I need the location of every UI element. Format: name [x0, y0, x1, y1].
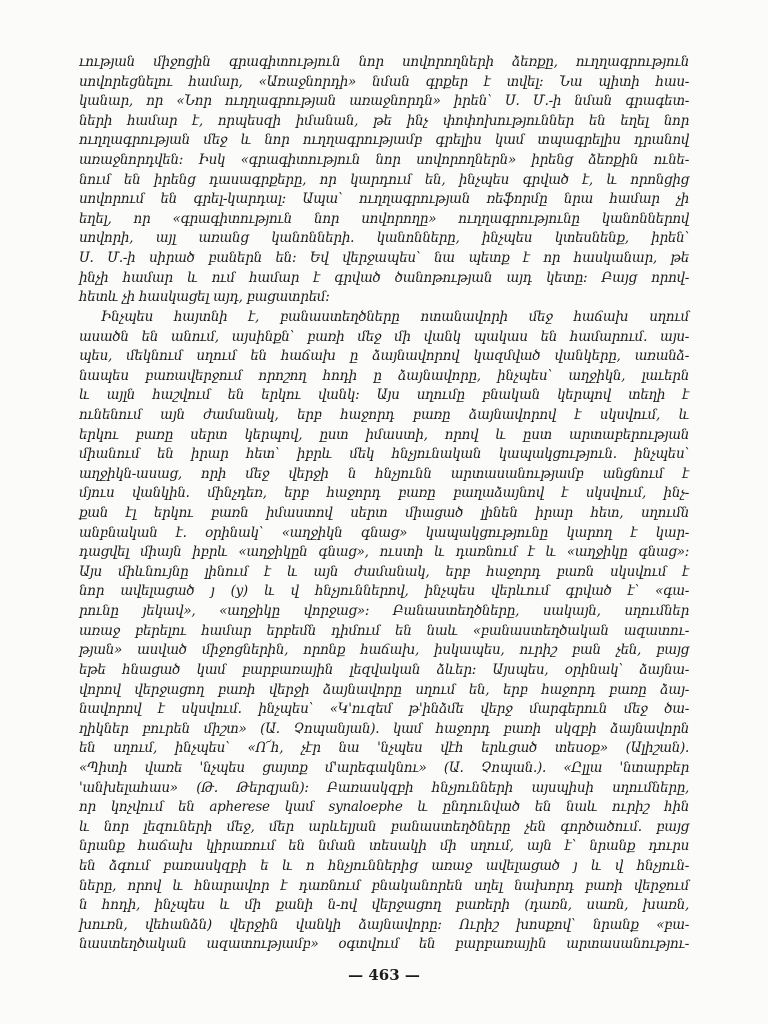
text-line: վորով վերջացող բառի վերջի ձայնավորը սղում են, երբ հաջորդ բառը ձայ- [79, 681, 689, 698]
text-line: նաստեղծական ազատությամբ» օգտվում են բարբառային արտասանությու- [79, 936, 689, 953]
text-line: ինչի համար և ում համար է գրված ծանոթության այդ կետը: Բայց որով- [79, 269, 689, 286]
text-line: աղջիկն-ասաց, որի մեջ վերջի ն հնչյունն արտասանությամբ անցնում է [79, 465, 689, 482]
text-line: դացվել միայն իբրև «աղջիկըն գնաց», ուստի և դառնում է և «աղջիկը գնաց»: [79, 544, 689, 561]
text-line: նոր ավելացած յ (y) և վ հնչյուններով, ինչպես վերևում գրված է՝ «գա- [79, 583, 689, 600]
paragraph [79, 53, 689, 308]
page-number: — 463 — [348, 966, 420, 984]
text-line: թյան» ասված միջոցներին, որոնք հաճախ, իսկապես, ուրիշ բան չեն, բայց [79, 642, 689, 659]
text-line: ղիկներ բուրեն միշտ» (Ա. Չոպանյան). կամ հաջորդ բառի սկզբի ձայնավորն [79, 720, 689, 737]
text-line: նապես բառավերջում որոշող հոդի ը ձայնավորը, ինչպես՝ աղջիկն, լաւերն [79, 367, 689, 384]
text-line: 'անխելահաս» (Թ. Թերզյան): Բառասկզբի հնչյունների այսպիսի սղումները, [79, 779, 689, 796]
text-line: են սղում, ինչպես՝ «Ո՜հ, չէր նա 'նչպես վէհ երևցած տեսօք» (Ալիշան). [79, 740, 689, 757]
text-line: և նոր լեզուների մեջ, մեր արևելյան բանաստեղծները չեն գործածում. բայց [79, 818, 689, 835]
text-line: կանար, որ «Նոր ուղղագրության առաջնորդն» իրեն՝ Ս. Մ.-ի նման գրագետ- [79, 93, 689, 110]
text-line: ունենում այն ժամանակ, երբ հաջորդ բառը ձայնավորով է սկսվում, և [79, 406, 689, 423]
text-line: անբնական է. օրինակ՝ «աղջիկն գնաց» կապակցությունը կարող է կար- [79, 524, 689, 541]
text-line: Այս միևնույնը լինում է և այն ժամանակ, երբ հաջորդ բառն սկսվում է [79, 563, 689, 580]
text-line: խուռն, վեհանձն) վերջին վանկի ձայնավորը: Ուրիշ խոսքով՝ նրանք «բա- [79, 916, 689, 933]
text-line: պես, մեկնում սղում են հաճախ ը ձայնավորով կազմված վանկերը, առանձ- [79, 348, 689, 365]
text-line: սովորի, այլ առանց կանոնների. կանոնները, ինչպես կտեսնենք, իրեն՝ [79, 230, 689, 247]
text-line: սովորեցնելու համար, «Առաջնորդի» նման գրքեր է տվել: Նա պիտի հաս- [79, 73, 689, 90]
text-line: ների համար է, որպեսզի իմանան, թե ինչ փոփոխություններ են եղել նոր [79, 112, 689, 129]
text-line: նում են իրենց դասագրքերը, որ կարդում են, ինչպես գրված է, և որոնցից [79, 171, 689, 188]
text-line: «Պիտի վառե 'նչպես ցայտք մ'արեգակնու» (Ա. Չոպան.). «Ըլլա 'նտարբեր [79, 759, 689, 776]
text-line: են ձգում բառասկզբի ե և ո հնչյուններից առաջ ավելացած յ և վ հնչյուն- [79, 857, 689, 874]
text-line: Ինչպես հայտնի է, բանաստեղծները ոտանավորի մեջ հաճախ սղում [101, 308, 689, 325]
text-line: հետև չի հասկացել այդ, բացատրեմ: [79, 289, 330, 306]
text-line: Ս. Մ.-ի սիրած բաներն են: Եվ վերջապես՝ նա պետք է որ հասկանար, թե [79, 250, 689, 267]
text-line: ն հոդի, ինչպես և մի քանի ն-ով վերջացող բառերի (դառն, սառն, խառն, [79, 897, 689, 914]
text-line: ասածն են անում, այսինքն՝ բառի մեջ մի վանկ պակաս են համարում. այս- [79, 328, 689, 345]
text-line: եղել, որ «գրագիտություն նոր սովորողը» ուղղագրությունը կանոններով [79, 210, 689, 227]
text-line: որ կոչվում են apherese կամ synaloephe և ընդունված են նաև ուրիշ հին [79, 799, 689, 816]
text-line: ները, որով և հնարավոր է դառնում բնականորեն սղել նախորդ բառի վերջում [79, 877, 689, 894]
text-line: մյուս վանկին. մինչդեռ, երբ հաջորդ բառը բաղաձայնով է սկսվում, ինչ- [79, 485, 689, 502]
text-line: և այլն հաշվում են երկու վանկ: Այս սղումը բնական կերպով տեղի է [79, 387, 689, 404]
text-line: երկու բառը սերտ կերպով, ըստ իմաստի, որով և ըստ արտաբերության [79, 426, 689, 443]
text-line: նավորով է սկսվում. ինչպես՝ «Կ'ուզեմ թ'ինձմե վերջ մարգերուն մեջ ծա- [79, 701, 689, 718]
text-body [79, 53, 689, 955]
text-line: ւության միջոցին գրագիտություն նոր սովորողների ձեռքը, ուղղագրություն [79, 54, 689, 70]
text-line: միանում են իրար հետ՝ իբրև մեկ հնչյունական կապակցություն. ինչպես՝ [79, 446, 689, 463]
text-line: եթե հնացած կամ բարբառային լեզվական ձևեր: Այսպես, օրինակ՝ ձայնա- [79, 661, 689, 678]
text-line: քան էլ երկու բառն իմաստով սերտ միացած լինեն իրար հետ, սղումն [79, 505, 689, 522]
text-line: ուղղագրության մեջ և նոր ուղղագրությամբ գրելիս կամ տպագրելիս դրանով [79, 132, 689, 149]
text-line: րունը յեկավ», «աղջիկը վորջաց»: Բանաստեղծները, սակայն, սղումներ [79, 603, 689, 620]
text-line: առաջնորդվեն: Իսկ «գրագիտություն նոր սովորողներն» իրենց ձեռքին ունե- [79, 152, 689, 169]
paragraph [79, 308, 689, 955]
text-line: առաջ բերելու համար երբեմն դիմում են նաև «բանաստեղծական ազատու- [79, 622, 689, 639]
text-line: սովորում են գրել-կարդալ: Ապա՝ ուղղագրության ռեֆորմը նրա համար չի [79, 191, 689, 208]
text-line: նրանք հաճախ կիրառում են նման տեսակի մի սղում, այն է՝ նրանք դուրս [79, 838, 689, 855]
